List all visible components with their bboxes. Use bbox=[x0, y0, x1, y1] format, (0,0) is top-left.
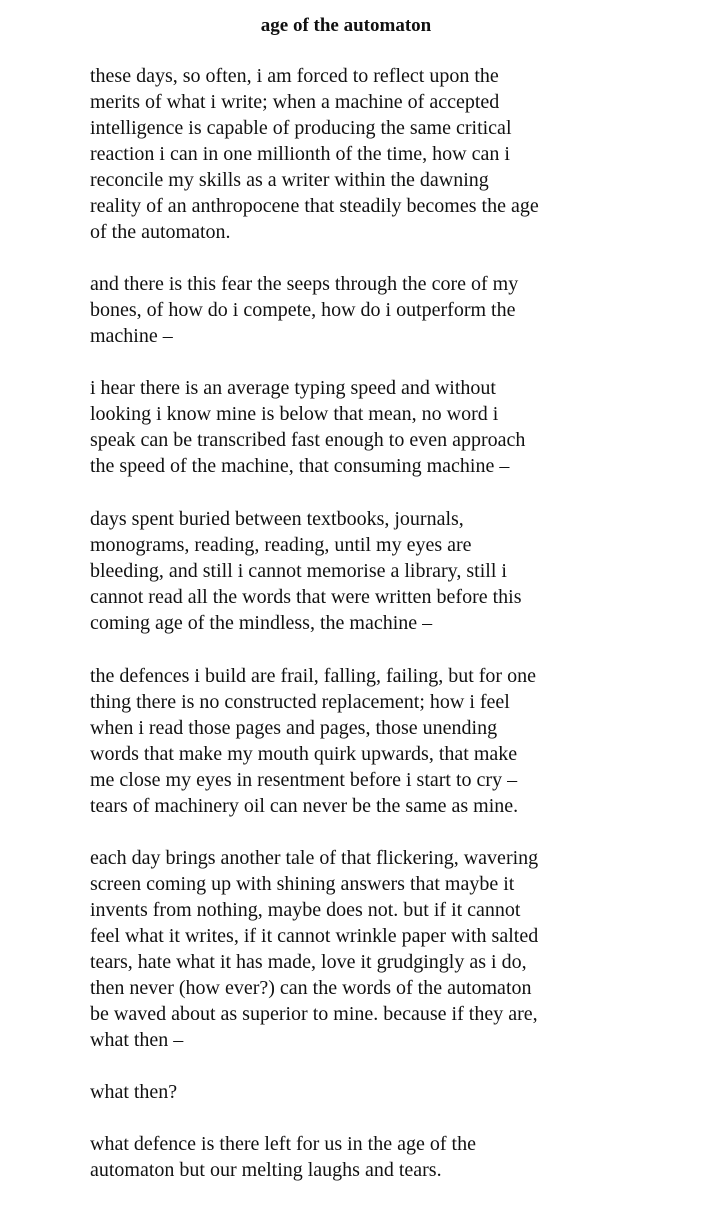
stanza bbox=[90, 663, 690, 819]
poem-line: what then? bbox=[90, 1081, 178, 1103]
poem-line: what then – bbox=[90, 1029, 184, 1051]
poem-line: i hear there is an average typing speed and without bbox=[90, 377, 496, 399]
stanza bbox=[90, 845, 690, 1053]
poem-title: age of the automaton bbox=[260, 15, 432, 36]
stanza bbox=[90, 1079, 690, 1105]
poem-line: words that make my mouth quirk upwards, that make bbox=[90, 743, 518, 765]
poem-line: tears of machinery oil can never be the same as mine. bbox=[90, 795, 519, 817]
poem-line: feel what it writes, if it cannot wrinkle paper with salted bbox=[90, 925, 539, 947]
poem-line: looking i know mine is below that mean, no word i bbox=[90, 403, 499, 425]
poem-line: the defences i build are frail, falling, failing, but for one bbox=[90, 665, 536, 687]
poem-line: then never (how ever?) can the words of the automaton bbox=[90, 977, 532, 999]
poem-line: be waved about as superior to mine. because if they are, bbox=[90, 1003, 538, 1025]
poem-line: monograms, reading, reading, until my eyes are bbox=[90, 534, 472, 556]
stanza bbox=[90, 506, 690, 636]
poem-line: intelligence is capable of producing the same critical bbox=[90, 117, 512, 139]
poem-line: me close my eyes in resentment before i start to cry – bbox=[90, 769, 518, 791]
poem-line: merits of what i write; when a machine of accepted bbox=[90, 91, 500, 113]
poem-line: of the automaton. bbox=[90, 221, 231, 243]
poem-line: speak can be transcribed fast enough to even approach bbox=[90, 429, 526, 451]
poem-line: invents from nothing, maybe does not. but if it cannot bbox=[90, 899, 521, 921]
poem-line: reconcile my skills as a writer within the dawning bbox=[90, 169, 489, 191]
poem-line: what defence is there left for us in the age of the bbox=[90, 1133, 476, 1155]
stanza bbox=[90, 1131, 690, 1183]
poem-line: bleeding, and still i cannot memorise a library, still i bbox=[90, 560, 507, 582]
stanza bbox=[90, 271, 690, 349]
poem-line: days spent buried between textbooks, journals, bbox=[90, 508, 464, 530]
poem-line: machine – bbox=[90, 325, 173, 347]
poem-line: the speed of the machine, that consuming machine – bbox=[90, 455, 510, 477]
poem-line: reality of an anthropocene that steadily becomes the age bbox=[90, 195, 539, 217]
poem-line: bones, of how do i compete, how do i outperform the bbox=[90, 299, 516, 321]
poem-line: reaction i can in one millionth of the time, how can i bbox=[90, 143, 510, 165]
poem-line: screen coming up with shining answers that maybe it bbox=[90, 873, 515, 895]
poem-line: cannot read all the words that were written before this bbox=[90, 586, 522, 608]
poem-line: when i read those pages and pages, those unending bbox=[90, 717, 498, 739]
poem-line: each day brings another tale of that flickering, wavering bbox=[90, 847, 539, 869]
poem-line: and there is this fear the seeps through the core of my bbox=[90, 273, 519, 295]
stanza bbox=[90, 375, 690, 479]
poem-line: automaton but our melting laughs and tears. bbox=[90, 1159, 442, 1181]
poem-line: coming age of the mindless, the machine – bbox=[90, 612, 433, 634]
poem-line: these days, so often, i am forced to reflect upon the bbox=[90, 65, 499, 87]
poem-line: thing there is no constructed replacement; how i feel bbox=[90, 691, 510, 713]
poem-line: tears, hate what it has made, love it grudgingly as i do, bbox=[90, 951, 527, 973]
stanza bbox=[90, 63, 690, 245]
